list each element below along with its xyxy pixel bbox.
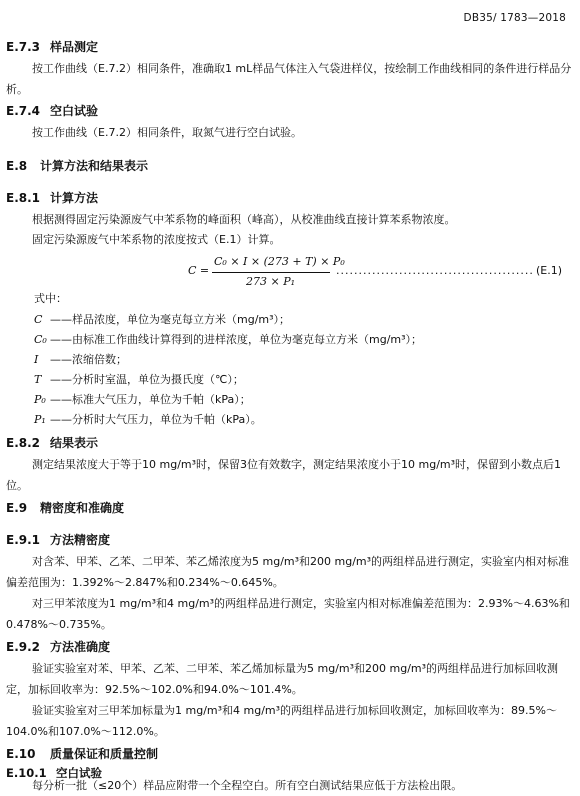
legend-item <box>34 351 127 367</box>
section-number: E.7.4 <box>6 104 41 118</box>
section-number: E.8 <box>6 159 28 173</box>
section-title: 计算方法 <box>50 191 99 205</box>
section-number: E.8.1 <box>6 191 41 205</box>
section-title: 样品测定 <box>50 40 99 54</box>
section-title: 方法精密度 <box>50 533 111 547</box>
heading-e81 <box>6 189 98 206</box>
section-number: E.9 <box>6 501 28 515</box>
paragraph-e74: 按工作曲线（E.7.2）相同条件，取氮气进行空白试验。 <box>32 126 302 139</box>
legend-symbol: C₀ <box>34 333 47 346</box>
paragraph-e73: 按工作曲线（E.7.2）相同条件，准确取1 mL样品气体注入气袋进样仪，按绘制工作曲线相同的条件进行样品分析。 <box>6 62 572 96</box>
section-title: 计算方法和结果表示 <box>40 159 149 173</box>
heading-e8 <box>6 157 148 174</box>
document-id: DB35/ 1783—2018 <box>463 12 566 24</box>
equation-number: (E.1) <box>536 264 563 277</box>
section-number: E.9.2 <box>6 640 41 654</box>
paragraph-e92-2: 验证实验室对三甲苯加标量为1 mg/m³和4 mg/m³的两组样品进行加标回收测定，加标回收率为：89.5%～104.0%和107.0%～112.0%。 <box>6 704 557 738</box>
legend-symbol: P₁ <box>34 413 46 426</box>
paragraph-e101: 每分析一批（≤20个）样品应附带一个全程空白。所有空白测试结果应低于方法检出限。 <box>32 779 463 792</box>
legend-desc: ——分析时大气压力，单位为千帕（kPa）。 <box>50 413 262 426</box>
legend-item <box>34 391 251 407</box>
legend-desc: ——分析时室温，单位为摄氏度（℃）； <box>50 373 244 386</box>
section-number: E.10 <box>6 747 36 761</box>
section-title: 精密度和准确度 <box>40 501 125 515</box>
legend-item <box>34 411 262 427</box>
paragraph-e82: 测定结果浓度大于等于10 mg/m³时，保留3位有效数字，测定结果浓度小于10 mg/m³时，保留到小数点后1位。 <box>6 458 562 492</box>
paragraph-e91-1: 对含苯、甲苯、乙苯、二甲苯、苯乙烯浓度为5 mg/m³和200 mg/m³的两组样品进行测定，实验室内相对标准偏差范围为：1.392%～2.847%和0.234%～0.645%。 <box>6 555 570 589</box>
section-title: 质量保证和质量控制 <box>50 747 159 761</box>
formula-numerator: C₀ × I × (273 + T) × P₀ <box>214 255 345 268</box>
leader-dots: ............................................ <box>336 264 534 277</box>
heading-e74 <box>6 102 98 119</box>
section-title: 空白试验 <box>50 104 99 118</box>
heading-e91 <box>6 531 110 548</box>
section-title: 方法准确度 <box>50 640 111 654</box>
heading-e10 <box>6 745 158 762</box>
formula-lhs: C = <box>188 264 210 277</box>
heading-e73 <box>6 38 98 55</box>
section-number: E.10.1 <box>6 766 47 780</box>
heading-e82 <box>6 434 98 451</box>
fraction-bar <box>212 272 330 273</box>
section-number: E.8.2 <box>6 436 41 450</box>
legend-item <box>34 331 422 347</box>
legend-item <box>34 371 244 387</box>
section-title: 空白试验 <box>56 766 102 780</box>
legend-desc: ——样品浓度，单位为毫克每立方米（mg/m³）； <box>50 313 291 326</box>
paragraph-e91-2: 对三甲苯浓度为1 mg/m³和4 mg/m³的两组样品进行测定，实验室内相对标准偏差范围为：2.93%～4.63%和0.478%～0.735%。 <box>6 597 570 631</box>
formula-denominator: 273 × P₁ <box>246 275 296 288</box>
legend-symbol: C <box>34 313 43 326</box>
heading-e9 <box>6 499 124 516</box>
legend-symbol: P₀ <box>34 393 46 406</box>
legend-desc: ——标准大气压力，单位为千帕（kPa）； <box>50 393 251 406</box>
legend-intro: 式中： <box>34 292 67 305</box>
section-number: E.9.1 <box>6 533 41 547</box>
paragraph-e81-2: 固定污染源废气中苯系物的浓度按式（E.1）计算。 <box>32 233 281 246</box>
legend-symbol: T <box>34 373 42 386</box>
legend-desc: ——由标准工作曲线计算得到的进样浓度，单位为毫克每立方米（mg/m³）； <box>50 333 423 346</box>
legend-symbol: I <box>34 353 39 366</box>
legend-desc: ——浓缩倍数； <box>50 353 127 366</box>
section-number: E.7.3 <box>6 40 41 54</box>
paragraph-e92-1: 验证实验室对苯、甲苯、乙苯、二甲苯、苯乙烯加标量为5 mg/m³和200 mg/m³的两组样品进行加标回收测定，加标回收率为：92.5%～102.0%和94.0%～101.4%。 <box>6 662 559 696</box>
heading-e92 <box>6 638 110 655</box>
paragraph-e81-1: 根据测得固定污染源废气中苯系物的峰面积（峰高），从校准曲线直接计算苯系物浓度。 <box>32 213 456 226</box>
section-title: 结果表示 <box>50 436 99 450</box>
legend-item <box>34 311 290 327</box>
